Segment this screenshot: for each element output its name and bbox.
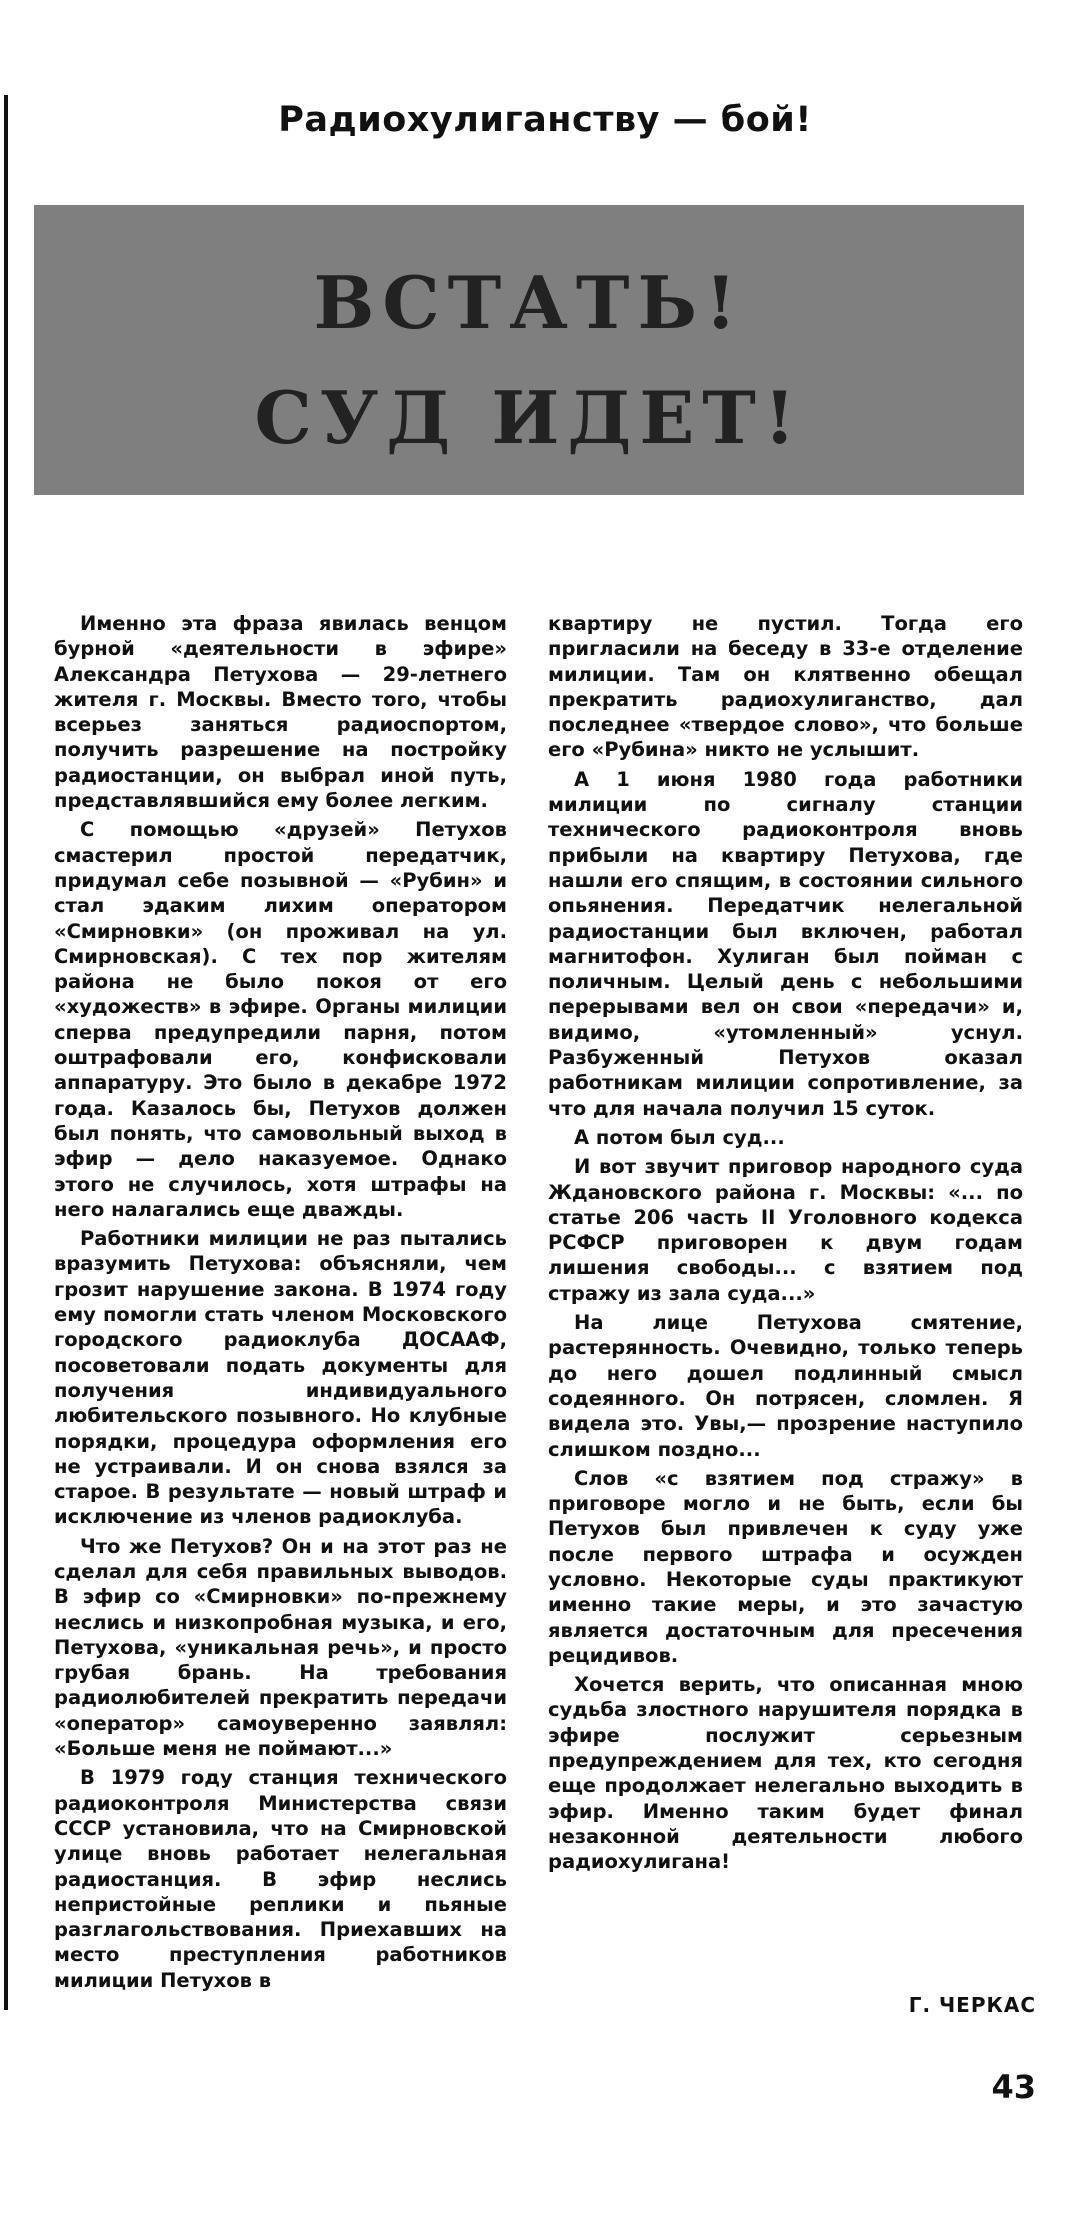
paragraph: Именно эта фраза явилась венцом бурной «деятельности в эфире» Александра Петухова — 29-летнего жителя г. Москвы. Вместо того, чтобы всерьез заняться радиоспортом, получить разрешение на постройку радиостанции, он выбрал иной путь, представлявшийся ему более легким.: [54, 612, 507, 813]
article-left-column: [54, 611, 507, 1997]
paragraph: С помощью «друзей» Петухов смастерил простой передатчик, придумал себе позывной — «Рубин» и стал эдаким лихим оператором «Смирновки» (он проживал на ул. Смирновская). С тех пор жителям района не было покоя от его «художеств» в эфире. Органы милиции сперва предупредили парня, потом оштрафовали его, конфисковали аппаратуру. Это было в декабре 1972 года. Казалось бы, Петухов должен был понять, что самовольный выход в эфир — дело наказуемое. Однако этого не случилось, хотя штрафы на него налагались еще дважды.: [54, 818, 507, 1221]
banner-image: [34, 205, 1024, 495]
paragraph: А потом был суд...: [574, 1125, 785, 1149]
article-heading: Радиохулиганству — бой!: [278, 100, 812, 140]
article-right-column: [548, 611, 1023, 1879]
left-margin-rule: [4, 95, 8, 2010]
paragraph: Слов «с взятием под стражу» в приговоре могло и не быть, если бы Петухов был привлечен к суду уже после первого штрафа и осужден условно. Некоторые суды практикуют именно такие меры, и это зачастую является достаточным для пресечения рецидивов.: [548, 1466, 1023, 1667]
paragraph: Работники милиции не раз пытались вразумить Петухова: объясняли, чем грозит нарушение закона. В 1974 году ему помогли стать членом Московского городского радиоклуба ДОСААФ, посоветовали подать документы для получения индивидуального любительского позывного. Но клубные порядки, процедура оформления его не устраивали. И он снова взялся за старое. В результате — новый штраф и исключение из членов радиоклуба.: [54, 1227, 507, 1529]
author-signature: Г. ЧЕРКАС: [908, 1993, 1036, 2017]
paragraph: На лице Петухова смятение, растерянность. Очевидно, только теперь до него дошел подлинный смысл содеянного. Он потрясен, сломлен. Я видела это. Увы,— прозрение наступило слишком поздно...: [548, 1311, 1023, 1461]
page-number: 43: [991, 2068, 1036, 2106]
paragraph: Что же Петухов? Он и на этот раз не сделал для себя правильных выводов. В эфир со «Смирновки» по-прежнему неслись и низкопробная музыка, и его, Петухова, «уникальная речь», и просто грубая брань. На требования радиолюбителей прекратить передачи «оператор» самоуверенно заявлял: «Больше меня не поймают...»: [54, 1534, 507, 1761]
paragraph: квартиру не пустил. Тогда его пригласили на беседу в 33-е отделение милиции. Там он клятвенно обещал прекратить радиохулиганство, дал последнее «твердое слово», что больше его «Рубина» никто не услышит.: [548, 612, 1023, 762]
paragraph: А 1 июня 1980 года работники милиции по сигналу станции технического радиоконтроля вновь прибыли на квартиру Петухова, где нашли его спящим, в состоянии сильного опьянения. Передатчик нелегальной радиостанции был включен, работал магнитофон. Хулиган был пойман с поличным. Целый день с небольшими перерывами вел он свои «передачи» и, видимо, «утомленный» уснул. Разбуженный Петухов оказал работникам милиции сопротивление, за что для начала получил 15 суток.: [548, 767, 1023, 1120]
banner-line-2: СУД ИДЕТ!: [254, 375, 804, 460]
paragraph: И вот звучит приговор народного суда Ждановского района г. Москвы: «... по статье 206 часть II Уголовного кодекса РСФСР приговорен к двум годам лишения свободы... с взятием под стражу из зала суда...»: [548, 1155, 1023, 1305]
banner-line-1: ВСТАТЬ!: [313, 260, 745, 345]
paragraph: В 1979 году станция технического радиоконтроля Министерства связи СССР установила, что на Смирновской улице вновь работает нелегальная радиостанция. В эфир неслись непристойные реплики и пьяные разглагольствования. Приехавших на место преступления работников милиции Петухов в: [54, 1766, 507, 1992]
paragraph: Хочется верить, что описанная мною судьба злостного нарушителя порядка в эфире послужит серьезным предупреждением для тех, кто сегодня еще продолжает нелегально выходить в эфир. Именно таким будет финал незаконной деятельности любого радиохулигана!: [548, 1673, 1023, 1874]
